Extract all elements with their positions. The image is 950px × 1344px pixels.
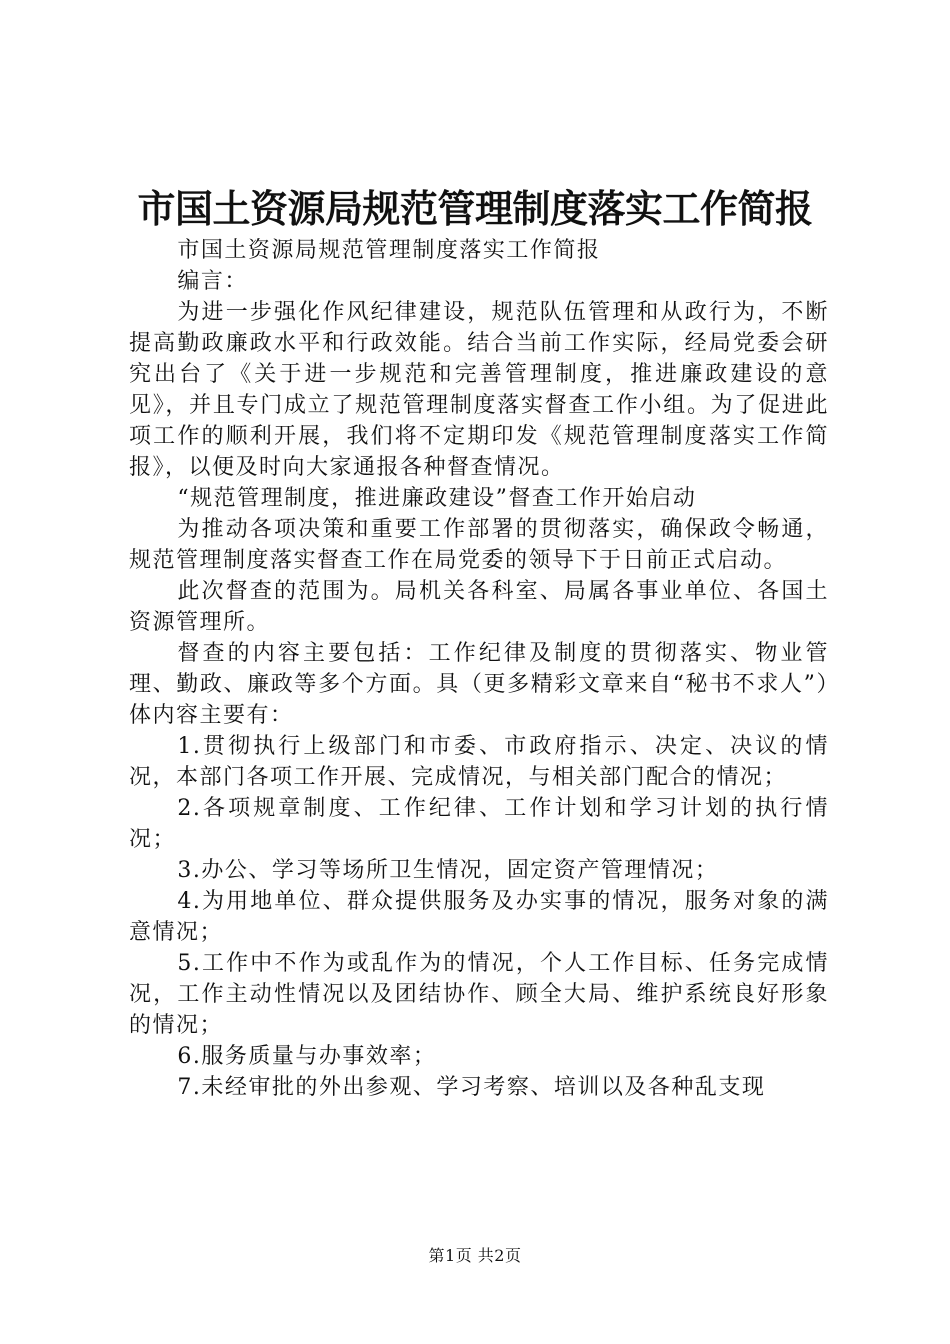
section-heading: “规范管理制度，推进廉政建设”督查工作开始启动 <box>177 486 697 511</box>
body-paragraph: 督查的内容主要包括：工作纪律及制度的贯彻落实、物业管理、勤政、廉政等多个方面。具（更多精彩文章来自“秘书不求人”）体内容主要有： <box>129 641 829 728</box>
list-item: 1.贯彻执行上级部门和市委、市政府指示、决定、决议的情况，本部门各项工作开展、完成情况，与相关部门配合的情况； <box>129 734 829 790</box>
body-paragraph: 编言： <box>177 269 248 294</box>
list-item: 7.未经审批的外出参观、学习考察、培训以及各种乱支现 <box>177 1075 766 1100</box>
list-item: 4.为用地单位、群众提供服务及办实事的情况，服务对象的满意情况； <box>129 889 829 945</box>
body-paragraph: 此次督查的范围为。局机关各科室、局属各事业单位、各国土资源管理所。 <box>129 579 829 635</box>
list-item: 5.工作中不作为或乱作为的情况，个人工作目标、任务完成情况，工作主动性情况以及团结协作、顾全大局、维护系统良好形象的情况； <box>129 951 829 1038</box>
page-footer: 第1页 共2页 <box>428 1246 522 1265</box>
document-title: 市国土资源局规范管理制度落实工作简报 <box>137 187 813 231</box>
body-paragraph: 市国土资源局规范管理制度落实工作简报 <box>177 238 601 263</box>
body-paragraph: 为推动各项决策和重要工作部署的贯彻落实，确保政令畅通，规范管理制度落实督查工作在局党委的领导下于日前正式启动。 <box>129 517 829 573</box>
list-item: 6.服务质量与办事效率； <box>177 1044 437 1069</box>
list-item: 3.办公、学习等场所卫生情况，固定资产管理情况； <box>177 858 719 883</box>
list-item: 2.各项规章制度、工作纪律、工作计划和学习计划的执行情况； <box>129 796 829 852</box>
document-body <box>129 235 829 1103</box>
body-paragraph: 为进一步强化作风纪律建设，规范队伍管理和从政行为，不断提高勤政廉政水平和行政效能。结合当前工作实际，经局党委会研究出台了《关于进一步规范和完善管理制度，推进廉政建设的意见》，并且专门成立了规范管理制度落实督查工作小组。为了促进此项工作的顺利开展，我们将不定期印发《规范管理制度落实工作简报》，以便及时向大家通报各种督查情况。 <box>129 300 829 480</box>
